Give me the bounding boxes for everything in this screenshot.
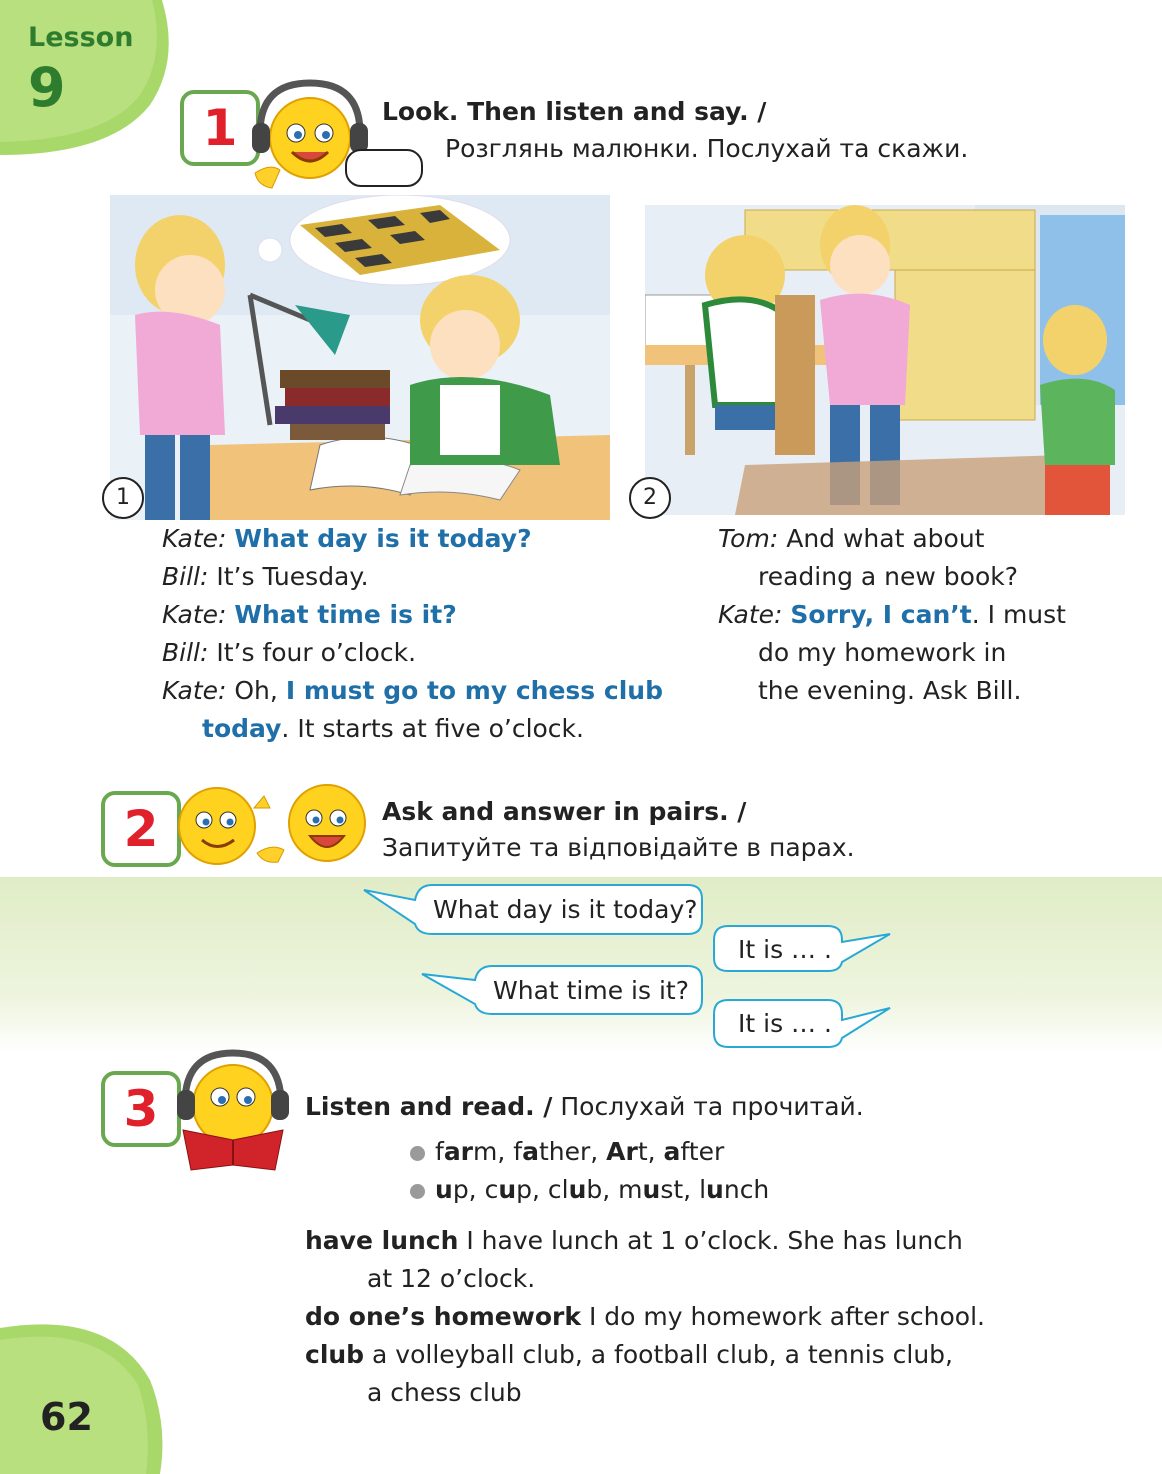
bullet-icon (410, 1146, 425, 1161)
page-number-badge (0, 1310, 175, 1474)
bubble-what-day: What day is it today? (433, 895, 698, 924)
vocabulary-list (305, 1222, 985, 1412)
key-phrase: I must go to my chess club (285, 676, 663, 705)
dialog-text: the evening. Ask Bill. (758, 676, 1022, 705)
bubble-it-is-2: It is … . (738, 1009, 832, 1038)
dialog-line (718, 672, 1066, 710)
dialog-line (718, 558, 1066, 596)
vocab-term: club (305, 1340, 365, 1369)
lesson-label: Lesson (28, 22, 134, 53)
dialog-line (162, 558, 663, 596)
phonics-text: st, l (660, 1175, 707, 1204)
dialog-text: . I must (971, 600, 1066, 629)
exercise-1-instruction-ua: Розглянь малюнки. Послухай та скажи. (445, 134, 969, 163)
key-phrase: Sorry, I can’t (790, 600, 972, 629)
speaker-name: Kate: (718, 600, 783, 629)
key-phrase: What day is it today? (234, 524, 532, 553)
phonics-sound: Ar (606, 1137, 638, 1166)
speaker-name: Bill: (162, 638, 209, 667)
dialog-2 (718, 520, 1066, 710)
key-phrase: today (202, 714, 282, 743)
vocab-line (305, 1336, 985, 1374)
phonics-sound: ar (443, 1137, 474, 1166)
vocab-term: do one’s homework (305, 1302, 581, 1331)
dialog-text: It’s four o’clock. (208, 638, 417, 667)
exercise-2-number: 2 (101, 791, 181, 867)
vocab-example: I do my homework after school. (581, 1302, 985, 1331)
smiley-reading-book-icon (175, 1045, 295, 1175)
vocab-example: a chess club (367, 1378, 522, 1407)
exercise-3-instruction-en: Listen and read. / (305, 1092, 553, 1121)
vocab-example: a volleyball club, a football club, a tennis club, (364, 1340, 953, 1369)
dialog-line (718, 596, 1066, 634)
bubble-what-time: What time is it? (493, 976, 689, 1005)
dialog-line (718, 634, 1066, 672)
dialog-text: It’s Tuesday. (208, 562, 369, 591)
dialog-line (162, 710, 663, 748)
speaker-name: Kate: (162, 524, 227, 553)
illustration-kate-and-bill-at-desk (110, 195, 610, 520)
speaker-name: Kate: (162, 676, 227, 705)
phonics-sound: a (663, 1137, 681, 1166)
dialog-text: reading a new book? (758, 562, 1018, 591)
exercise-3-number: 3 (101, 1071, 181, 1147)
phonics-sound: u (435, 1175, 453, 1204)
vocab-line (305, 1222, 985, 1260)
exercise-3-instruction (305, 1088, 864, 1126)
lesson-number: 9 (28, 56, 66, 119)
phonics-text: p, c (452, 1175, 499, 1204)
dialog-text: Oh, (226, 676, 286, 705)
phonics-text: ther, (538, 1137, 607, 1166)
exercise-1-instruction-en: Look. Then listen and say. / (382, 97, 767, 126)
dialog-text: do my homework in (758, 638, 1007, 667)
phonics-line (410, 1171, 769, 1209)
exercise-2-instruction-en: Ask and answer in pairs. / (382, 797, 747, 826)
phonics-sound: a (522, 1137, 539, 1166)
exercise-2-instruction-ua: Запитуйте та відповідайте в парах. (382, 833, 855, 862)
illustration-tom-kate-room (645, 205, 1125, 515)
phonics-text: b, m (586, 1175, 643, 1204)
dialog-1 (162, 520, 663, 748)
phonics-sound: u (498, 1175, 517, 1204)
phonics-text: t, (637, 1137, 664, 1166)
picture-1-number: 1 (102, 477, 144, 519)
bubble-it-is-1: It is … . (738, 935, 832, 964)
vocab-term: have lunch (305, 1226, 459, 1255)
two-smileys-talking-icon (172, 778, 372, 870)
phonics-sound: u (642, 1175, 661, 1204)
dialog-line (162, 520, 663, 558)
phonics-text: fter (680, 1137, 725, 1166)
dialog-line (162, 634, 663, 672)
vocab-line (305, 1298, 985, 1336)
phonics-text: p, cl (516, 1175, 569, 1204)
vocab-line (305, 1374, 985, 1412)
phonics-sound: u (706, 1175, 724, 1204)
phonics-line (410, 1133, 769, 1171)
speaker-name: Tom: (718, 524, 779, 553)
exercise-3-instruction-ua: Послухай та прочитай. (552, 1092, 864, 1121)
phonics-text: nch (723, 1175, 770, 1204)
speaker-name: Kate: (162, 600, 227, 629)
dialog-text: And what about (778, 524, 985, 553)
phonics-text: m, f (473, 1137, 523, 1166)
dialog-line (718, 520, 1066, 558)
dialog-line (162, 596, 663, 634)
key-phrase: What time is it? (234, 600, 457, 629)
speaker-name: Bill: (162, 562, 209, 591)
vocab-line (305, 1260, 985, 1298)
vocab-example: I have lunch at 1 o’clock. She has lunch (458, 1226, 963, 1255)
phonics-sound: u (568, 1175, 587, 1204)
dialog-line (162, 672, 663, 710)
picture-2-number: 2 (629, 477, 671, 519)
phonics-text: f (435, 1137, 444, 1166)
page-number: 62 (40, 1395, 93, 1439)
phonics-list (410, 1133, 769, 1209)
vocab-example: at 12 o’clock. (367, 1264, 536, 1293)
dialog-text: . It starts at five o’clock. (281, 714, 584, 743)
exercise-1-number: 1 (180, 90, 260, 166)
bullet-icon (410, 1184, 425, 1199)
